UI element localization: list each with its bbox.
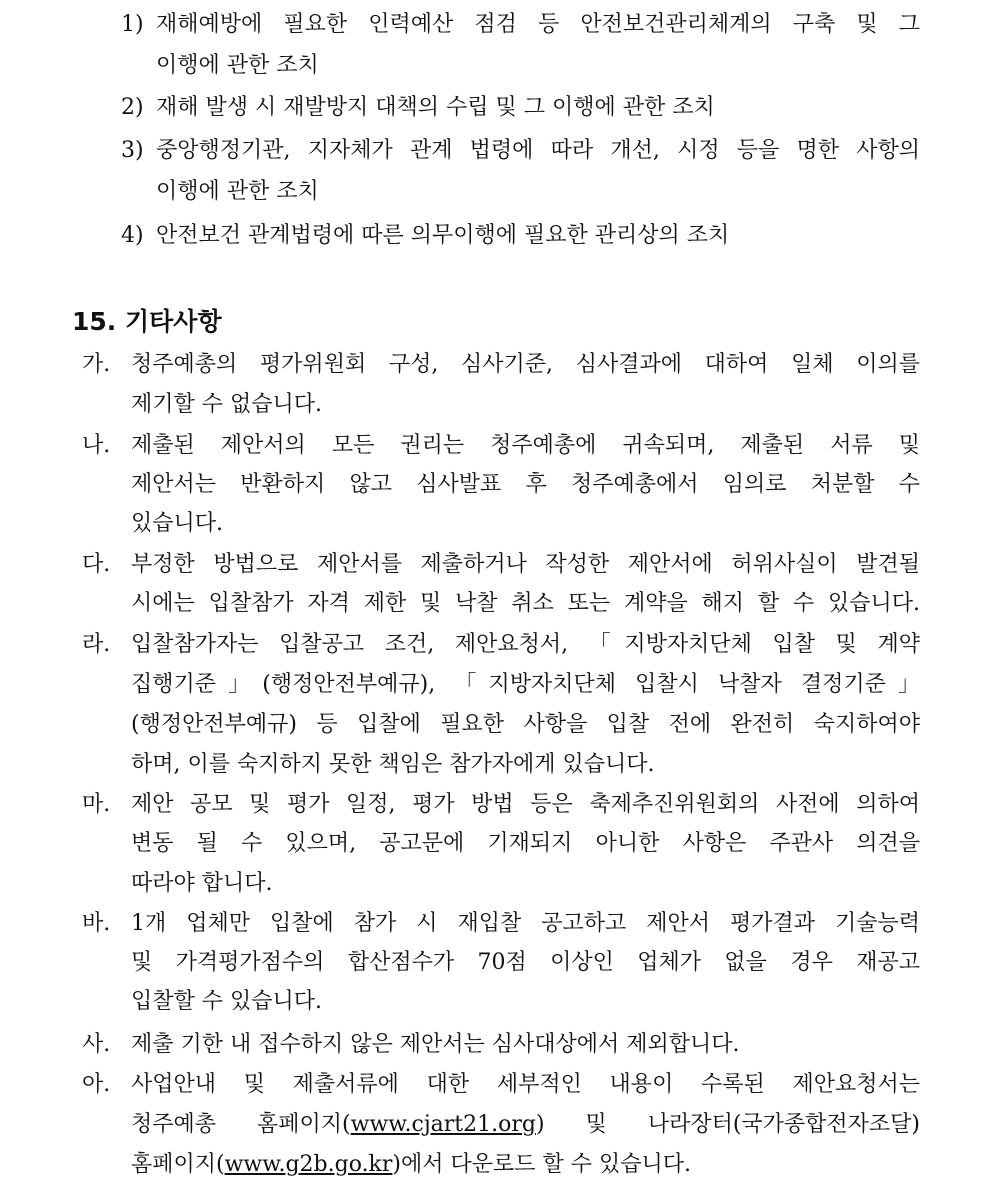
cjart21-homepage-link[interactable]: www.cjart21.org bbox=[350, 1112, 536, 1137]
subitem-1-marker: 1) bbox=[121, 12, 144, 37]
g2b-homepage-link[interactable]: www.g2b.go.kr bbox=[224, 1152, 393, 1177]
item-na-line-3: 있습니다. bbox=[131, 511, 224, 536]
item-ba-marker: 바. bbox=[82, 911, 111, 936]
subitem-3-marker: 3) bbox=[121, 138, 144, 163]
subitem-3-line-2: 이행에 관한 조치 bbox=[156, 179, 319, 204]
subitem-2-line-1: 재해 발생 시 재발방지 대책의 수립 및 그 이행에 관한 조치 bbox=[156, 95, 715, 120]
item-ma-line-2: 변동 될 수 있으며, 공고문에 기재되지 아니한 사항은 주관사 의견을 bbox=[131, 831, 920, 856]
item-a-line-3-before: 홈페이지( bbox=[131, 1152, 225, 1177]
item-da-line-2: 시에는 입찰참가 자격 제한 및 낙찰 취소 또는 계약을 해지 할 수 있습니다. bbox=[131, 591, 920, 616]
item-da-line-1: 부정한 방법으로 제안서를 제출하거나 작성한 제안서에 허위사실이 발견될 bbox=[131, 552, 920, 577]
item-a-line-3 bbox=[131, 1150, 691, 1180]
subitem-2-marker: 2) bbox=[121, 95, 144, 120]
item-na-line-1: 제출된 제안서의 모든 권리는 청주예총에 귀속되며, 제출된 서류 및 bbox=[131, 433, 920, 458]
item-sa-marker: 사. bbox=[82, 1032, 111, 1057]
item-ma-marker: 마. bbox=[82, 792, 111, 817]
item-ra-line-4: 하며, 이를 숙지하지 못한 책임은 참가자에게 있습니다. bbox=[131, 752, 655, 777]
item-na-line-2: 제안서는 반환하지 않고 심사발표 후 청주예총에서 임의로 처분할 수 bbox=[131, 472, 920, 497]
item-a-line-2-before: 청주예총 홈페이지( bbox=[131, 1112, 351, 1137]
item-na-marker: 나. bbox=[82, 433, 111, 458]
item-ra-marker: 라. bbox=[82, 632, 111, 657]
item-ga-marker: 가. bbox=[82, 352, 111, 377]
item-ga-line-1: 청주예총의 평가위원회 구성, 심사기준, 심사결과에 대하여 일체 이의를 bbox=[131, 352, 920, 377]
item-da-marker: 다. bbox=[82, 552, 111, 577]
subitem-1-line-1: 재해예방에 필요한 인력예산 점검 등 안전보건관리체계의 구축 및 그 bbox=[156, 12, 920, 37]
item-ba-line-2: 및 가격평가점수의 합산점수가 70점 이상인 업체가 없을 경우 재공고 bbox=[131, 950, 920, 975]
subitem-4-marker: 4) bbox=[121, 223, 144, 248]
item-sa-line-1: 제출 기한 내 접수하지 않은 제안서는 심사대상에서 제외합니다. bbox=[131, 1032, 740, 1057]
item-ra-line-2: 집행기준」(행정안전부예규), 「지방자치단체 입찰시 낙찰자 결정기준」 bbox=[131, 672, 920, 697]
item-ba-line-3: 입찰할 수 있습니다. bbox=[131, 989, 322, 1014]
item-ba-line-1: 1개 업체만 입찰에 참가 시 재입찰 공고하고 제안서 평가결과 기술능력 bbox=[131, 911, 920, 936]
section-heading: 15. 기타사항 bbox=[72, 307, 222, 336]
item-ma-line-1: 제안 공모 및 평가 일정, 평가 방법 등은 축제추진위원회의 사전에 의하여 bbox=[131, 792, 920, 817]
item-ra-line-3: (행정안전부예규) 등 입찰에 필요한 사항을 입찰 전에 완전히 숙지하여야 bbox=[131, 712, 920, 737]
item-ra-line-1: 입찰참가자는 입찰공고 조건, 제안요청서, 「지방자치단체 입찰 및 계약 bbox=[131, 632, 920, 657]
item-a-line-2-after: ) 및 나라장터(국가종합전자조달) bbox=[535, 1112, 921, 1137]
subitem-3-line-1: 중앙행정기관, 지자체가 관계 법령에 따라 개선, 시정 등을 명한 사항의 bbox=[156, 138, 920, 163]
item-ma-line-3: 따라야 합니다. bbox=[131, 871, 273, 896]
subitem-4-line-1: 안전보건 관계법령에 따른 의무이행에 필요한 관리상의 조치 bbox=[156, 223, 730, 248]
item-a-line-3-after: )에서 다운로드 할 수 있습니다. bbox=[392, 1152, 691, 1177]
item-a-line-2 bbox=[131, 1110, 920, 1140]
subitem-1-line-2: 이행에 관한 조치 bbox=[156, 53, 319, 78]
item-a-marker: 아. bbox=[82, 1072, 111, 1097]
item-ga-line-2: 제기할 수 없습니다. bbox=[131, 392, 322, 417]
item-a-line-1: 사업안내 및 제출서류에 대한 세부적인 내용이 수록된 제안요청서는 bbox=[131, 1072, 920, 1097]
